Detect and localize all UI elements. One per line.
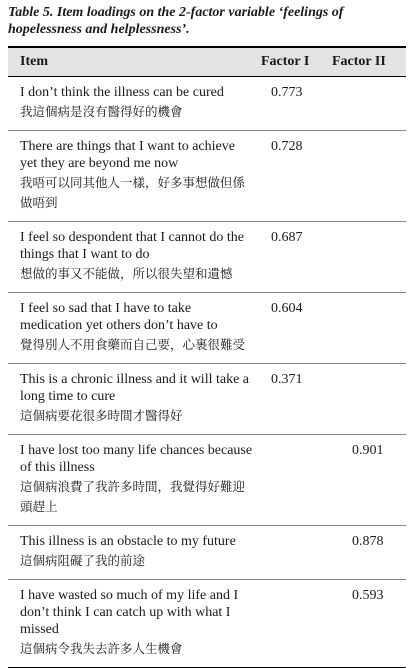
factor-1-loading <box>253 580 326 667</box>
item-text-chinese: 這個病阻礙了我的前途 <box>20 553 146 568</box>
factor-1-loading: 0.371 <box>271 372 303 387</box>
item-cell <box>8 435 253 525</box>
item-text-english: I feel so despondent that I cannot do the things that I want to do <box>20 230 244 262</box>
item-text-english: This is a chronic illness and it will take a long time to cure <box>20 372 250 404</box>
factor-2-loading: 0.878 <box>352 534 384 549</box>
factor-2-loading <box>326 131 406 221</box>
item-text-chinese: 我唔可以同其他人一樣，好多事想做但係做唔到 <box>20 175 246 210</box>
item-cell <box>8 77 253 130</box>
factor-1-loading: 0.687 <box>271 230 303 245</box>
item-text-english: I feel so sad that I have to take medication yet others don’t have to <box>20 301 218 333</box>
table-row <box>8 131 406 222</box>
item-text-english: There are things that I want to achieve yet they are beyond me now <box>20 139 235 171</box>
table-row <box>8 580 406 667</box>
item-text-english: I have lost too many life chances because of this illness <box>20 443 253 475</box>
table-row <box>8 293 406 364</box>
header-factor-1: Factor I <box>261 54 310 69</box>
item-text-chinese: 想做的事又不能做，所以很失望和遺憾 <box>20 266 233 281</box>
item-text-chinese: 這個病浪費了我許多時間，我覺得好難迎頭趕上 <box>20 479 246 514</box>
factor-1-loading: 0.604 <box>271 301 303 316</box>
loadings-table <box>8 46 406 668</box>
header-item: Item <box>20 54 48 69</box>
table-row <box>8 526 406 580</box>
table-row <box>8 435 406 526</box>
factor-2-loading: 0.901 <box>352 443 384 458</box>
factor-1-loading <box>253 526 326 579</box>
item-text-chinese: 這個病要花很多時間才醫得好 <box>20 408 183 423</box>
factor-1-loading: 0.773 <box>271 85 303 100</box>
factor-1-loading <box>253 435 326 525</box>
table-row <box>8 77 406 131</box>
item-cell <box>8 526 253 579</box>
factor-2-loading: 0.593 <box>352 588 384 603</box>
item-cell <box>8 131 253 221</box>
item-cell <box>8 293 253 363</box>
item-text-chinese: 我這個病是沒有醫得好的機會 <box>20 104 183 119</box>
factor-2-loading <box>326 293 406 363</box>
item-text-chinese: 這個病令我失去許多人生機會 <box>20 641 183 656</box>
table-row <box>8 364 406 435</box>
factor-2-loading <box>326 222 406 292</box>
table-header-row <box>8 48 406 77</box>
item-cell <box>8 364 253 434</box>
table-row <box>8 222 406 293</box>
header-factor-2: Factor II <box>332 54 386 69</box>
item-text-english: I have wasted so much of my life and I don’t think I can catch up with what I missed <box>20 588 239 637</box>
item-text-english: I don’t think the illness can be cured <box>20 85 224 100</box>
table-caption: Table 5. Item loadings on the 2-factor variable ‘feelings of hopelessness and helplessness’. <box>8 5 344 37</box>
item-text-english: This illness is an obstacle to my future <box>20 534 236 549</box>
factor-2-loading <box>326 364 406 434</box>
table-body <box>8 77 406 667</box>
item-cell <box>8 222 253 292</box>
factor-2-loading <box>326 77 406 130</box>
factor-1-loading: 0.728 <box>271 139 303 154</box>
item-cell <box>8 580 253 667</box>
item-text-chinese: 覺得別人不用食藥而自己要，心裹很難受 <box>20 337 246 352</box>
